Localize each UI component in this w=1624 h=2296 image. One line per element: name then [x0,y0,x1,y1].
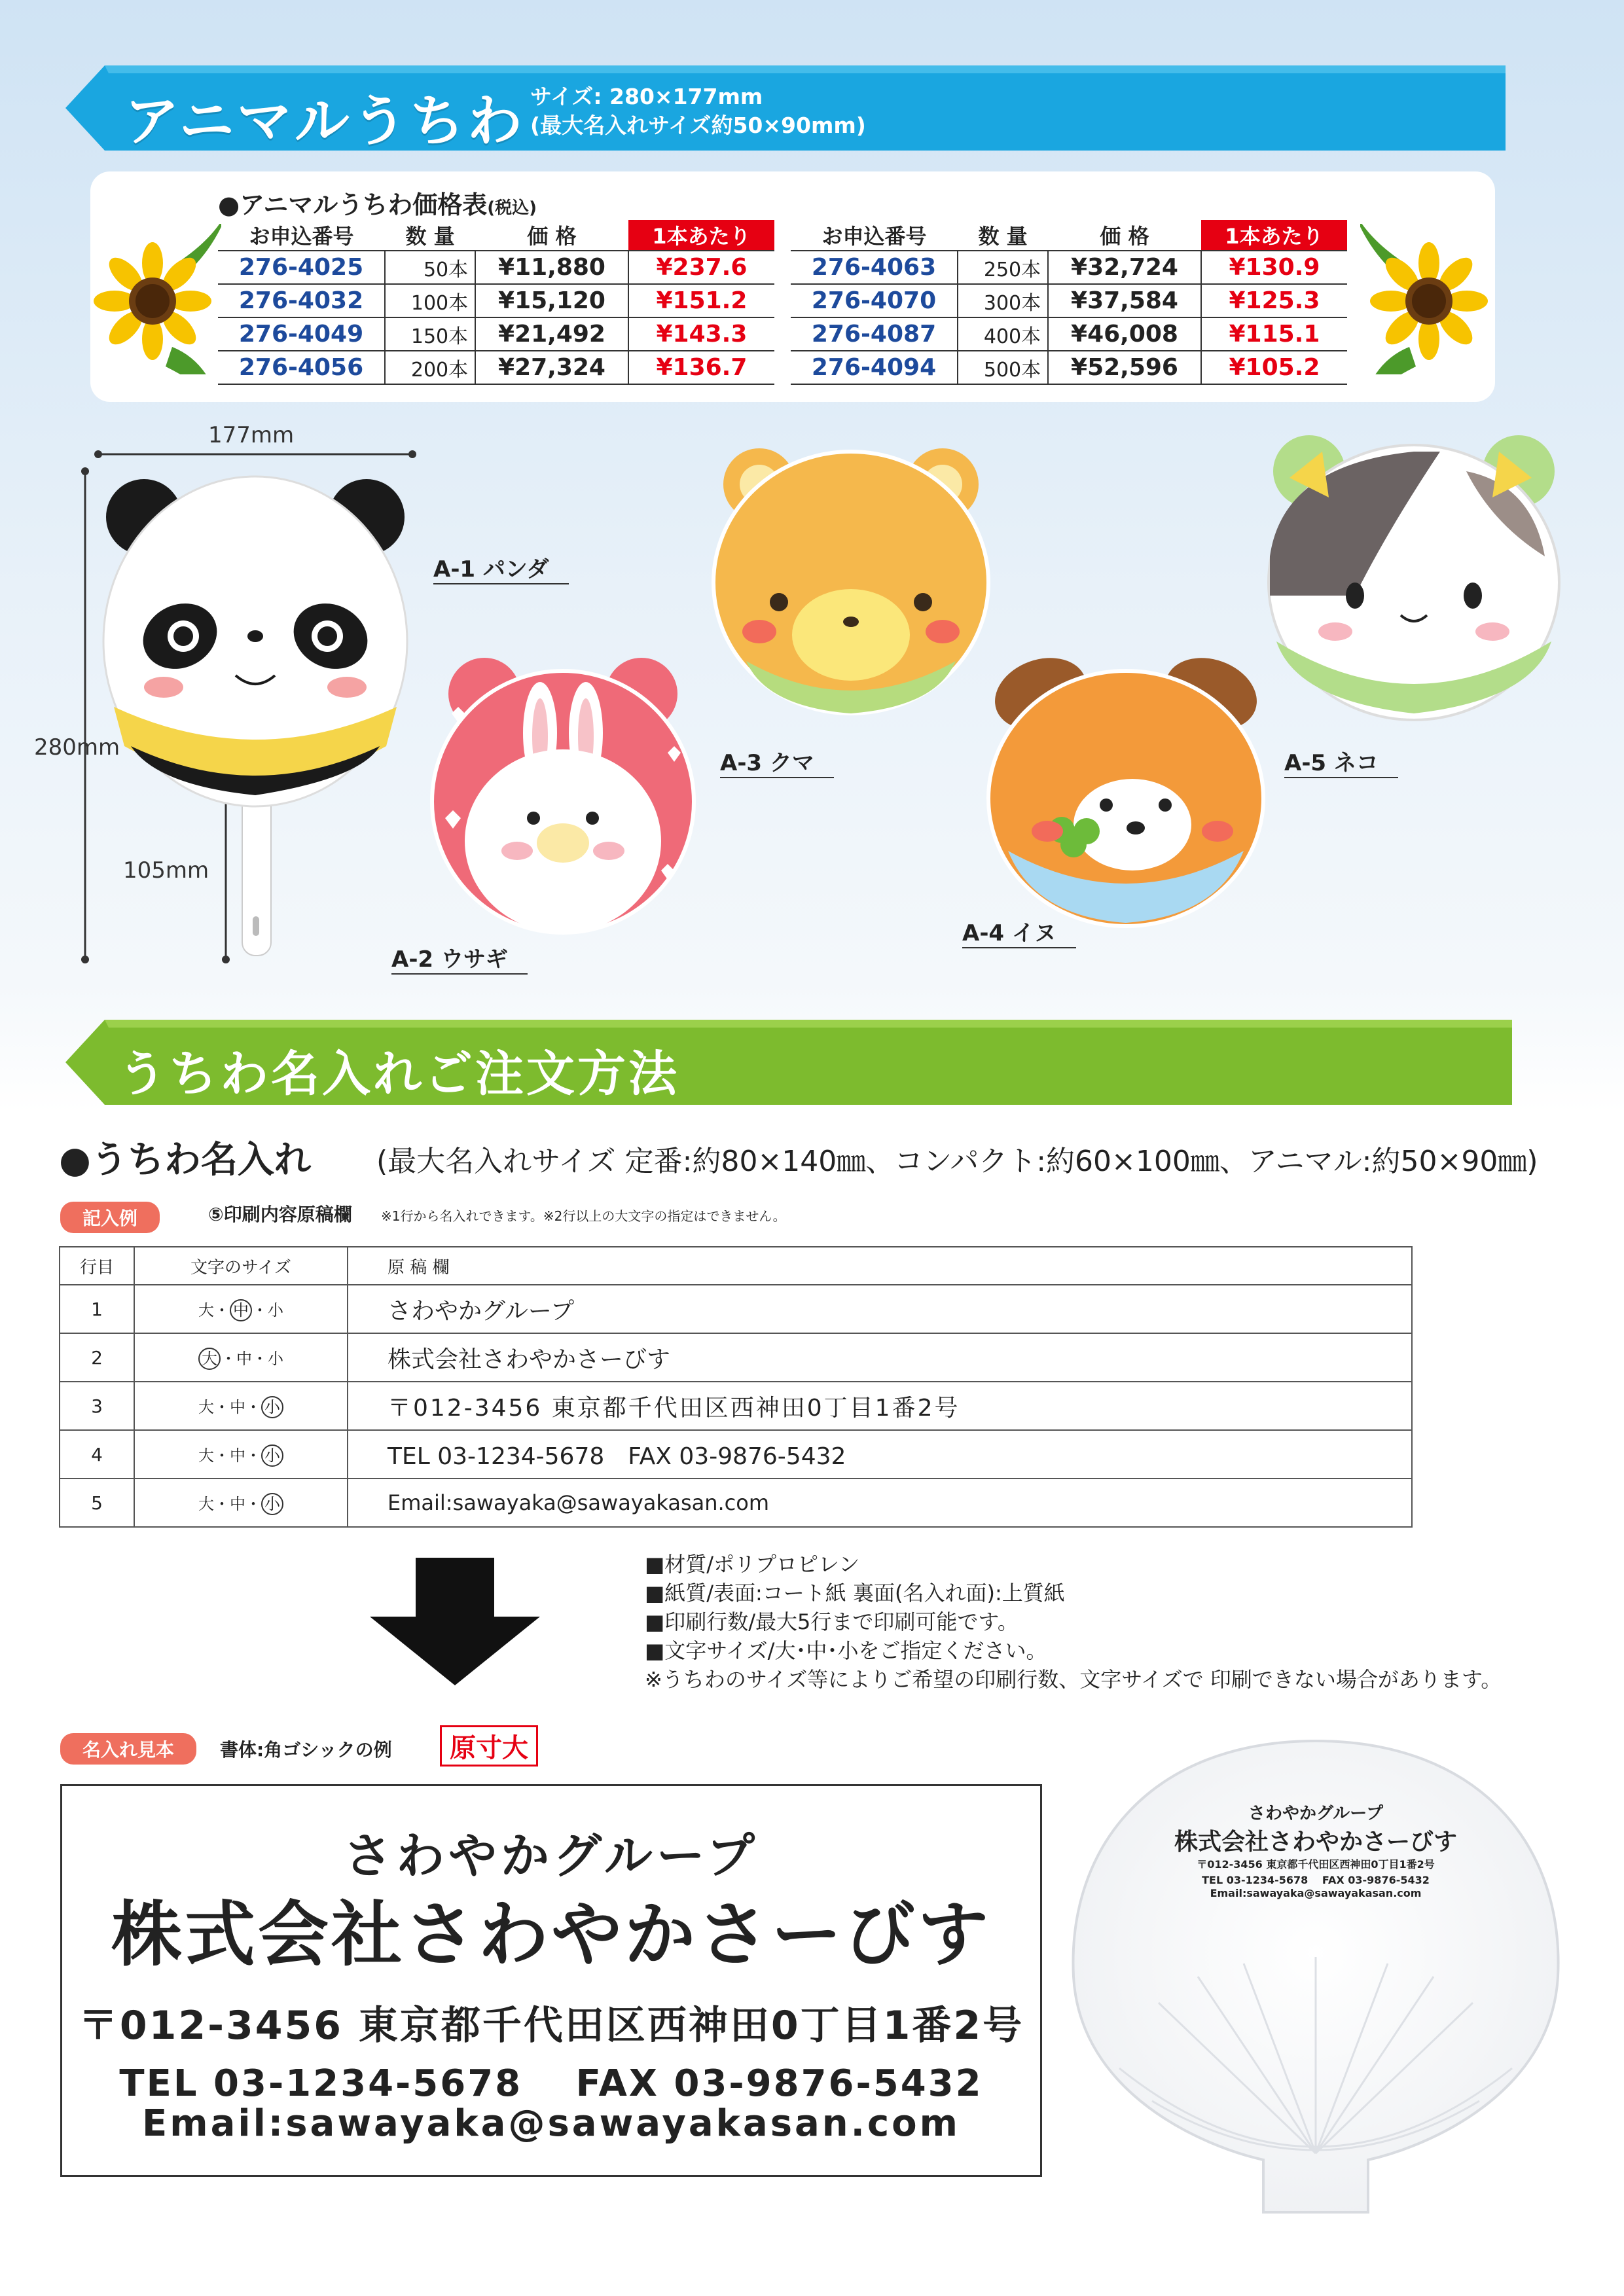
fan-sample-line-5: Email:sawayaka@sawayakasan.com [1210,1887,1422,1899]
table-row [218,351,774,384]
price: ¥11,880 [475,251,628,284]
col-price: 価 格 [475,220,628,251]
example-pill: 記入例 [60,1202,160,1233]
sample-line-3: 〒012-3456 東京都千代田区西神田0丁目1番2号 [78,2003,1024,2049]
table-row [60,1285,1412,1333]
col-line: 行目 [60,1247,134,1285]
price-panel [90,171,1495,402]
price: ¥27,324 [475,351,628,384]
unit-price: ¥105.2 [1201,351,1347,384]
note-lines: ■印刷行数/最大5行まで印刷可能です。 [645,1609,1019,1634]
actual-size-badge: 原寸大 [440,1725,538,1767]
fan-sample-line-1: さわやかグループ [1248,1804,1383,1823]
table-header-row [218,220,774,251]
price: ¥32,724 [1048,251,1201,284]
manuscript-text: Email:sawayaka@sawayakasan.com [348,1479,1412,1527]
table-row [791,251,1347,284]
page-title: アニマルうちわ [124,89,525,153]
col-code: お申込番号 [791,220,958,251]
quantity: 150本 [385,317,475,351]
fan-sample-line-4: TEL 03-1234-5678 FAX 03-9876-5432 [1202,1874,1430,1886]
col-qty: 数 量 [385,220,475,251]
order-code: 276-4056 [218,351,385,384]
table-row [791,317,1347,351]
size-line: サイズ: 280×177mm [530,84,763,109]
size-selector: 大・中・ 小 [134,1479,348,1527]
form-note: ※1行から名入れできます。※2行以上の大文字の指定はできません。 [381,1208,786,1224]
cat-fan-image [1257,425,1571,726]
order-heading-note: (最大名入れサイズ 定番:約80×140㎜、コンパクト:約60×100㎜、アニマル:約50×90㎜) [376,1145,1538,1178]
order-banner [65,1020,1512,1105]
manuscript-text: TEL 03-1234-5678 FAX 03-9876-5432 [348,1430,1412,1479]
price-table-title: ●アニマルうちわ価格表(税込) [218,190,537,219]
price: ¥46,008 [1048,317,1201,351]
quantity: 250本 [958,251,1048,284]
order-code: 276-4063 [791,251,958,284]
width-label: 177mm [208,422,295,448]
sunflower-icon [90,224,221,374]
sample-line-1: さわやかグループ [343,1828,759,1884]
note-paper: ■紙質/表面:コート紙 裏面(名入れ面):上質紙 [645,1581,1065,1605]
order-code: 276-4049 [218,317,385,351]
form-title: ⑤印刷内容原稿欄 [208,1204,352,1225]
col-size: 文字のサイズ [134,1247,348,1285]
line-number: 4 [60,1430,134,1479]
dog-fan-image [982,655,1270,929]
sample-line-2: 株式会社さわやかさーびす [111,1894,991,1976]
order-code: 276-4070 [791,284,958,317]
unit-price: ¥130.9 [1201,251,1347,284]
header-banner [65,65,1506,151]
order-code: 276-4087 [791,317,958,351]
size-selector: 大・中・ 小 [134,1382,348,1430]
bear-fan-image [707,445,995,720]
price-table-right [791,220,1347,385]
quantity: 50本 [385,251,475,284]
table-row [791,351,1347,384]
manuscript-text: さわやかグループ [348,1285,1412,1333]
order-code: 276-4094 [791,351,958,384]
spec-notes [645,1550,1502,1694]
col-per-unit: 1本あたり [628,220,774,251]
order-code: 276-4032 [218,284,385,317]
fan-label-dog: A-4 イヌ [962,915,1076,948]
manuscript-table [59,1246,1413,1528]
height-label: 280mm [34,734,120,761]
col-price: 価 格 [1048,220,1201,251]
fan-label-panda: A-1 パンダ [433,551,569,584]
sample-line-4: TEL 03-1234-5678 FAX 03-9876-5432 [119,2062,983,2105]
unit-price: ¥125.3 [1201,284,1347,317]
table-row [60,1333,1412,1382]
price-table-left [218,220,774,385]
max-print-size: (最大名入れサイズ約50×90mm) [530,113,866,138]
unit-price: ¥136.7 [628,351,774,384]
line-number: 1 [60,1285,134,1333]
unit-price: ¥237.6 [628,251,774,284]
sample-pill: 名入れ見本 [60,1733,196,1765]
fan-label-bear: A-3 クマ [720,745,834,778]
col-per-unit: 1本あたり [1201,220,1347,251]
table-row [60,1479,1412,1527]
table-row [791,284,1347,317]
line-number: 5 [60,1479,134,1527]
table-row [60,1382,1412,1430]
fan-label-rabbit: A-2 ウサギ [391,941,528,975]
col-manuscript: 原 稿 欄 [348,1247,1412,1285]
note-font-size: ■文字サイズ/大･中･小をご指定ください。 [645,1638,1047,1663]
quantity: 400本 [958,317,1048,351]
table-row [218,251,774,284]
manuscript-text: 株式会社さわやかさーびす [348,1333,1412,1382]
price: ¥37,584 [1048,284,1201,317]
manuscript-text: 〒012-3456 東京都千代田区西神田0丁目1番2号 [348,1382,1412,1430]
unit-price: ¥151.2 [628,284,774,317]
print-sample-box [60,1784,1042,2177]
line-number: 2 [60,1333,134,1382]
size-selector: 大・ 中 ・小 [134,1285,348,1333]
col-qty: 数 量 [958,220,1048,251]
fan-label-cat: A-5 ネコ [1284,745,1398,778]
sample-line-5: Email:sawayaka@sawayakasan.com [142,2102,960,2145]
table-row [218,317,774,351]
fan-sample-line-3: 〒012-3456 東京都千代田区西神田0丁目1番2号 [1197,1858,1435,1871]
table-header-row [791,220,1347,251]
unit-price: ¥115.1 [1201,317,1347,351]
order-banner-title: うちわ名入れご注文方法 [118,1046,679,1102]
sunflower-icon [1360,224,1491,374]
rabbit-fan-image [419,655,707,936]
order-heading: ●うちわ名入れ [59,1139,311,1181]
size-selector: 大 ・中・小 [134,1333,348,1382]
price: ¥15,120 [475,284,628,317]
quantity: 300本 [958,284,1048,317]
note-caveat: ※うちわのサイズ等によりご希望の印刷行数、文字サイズで 印刷できない場合があります。 [645,1667,1502,1692]
col-code: お申込番号 [218,220,385,251]
line-number: 3 [60,1382,134,1430]
quantity: 500本 [958,351,1048,384]
down-arrow-icon [367,1558,543,1689]
order-code: 276-4025 [218,251,385,284]
font-note: 書体:角ゴシックの例 [220,1739,392,1761]
table-header-row [60,1247,1412,1285]
table-row [60,1430,1412,1479]
price: ¥52,596 [1048,351,1201,384]
quantity: 100本 [385,284,475,317]
fan-sample-line-2: 株式会社さわやかさーびす [1174,1829,1457,1856]
unit-price: ¥143.3 [628,317,774,351]
size-selector: 大・中・ 小 [134,1430,348,1479]
price: ¥21,492 [475,317,628,351]
note-material: ■材質/ポリプロピレン [645,1552,860,1577]
handle-length-label: 105mm [123,857,209,884]
panda-fan-image [98,465,419,962]
table-row [218,284,774,317]
quantity: 200本 [385,351,475,384]
